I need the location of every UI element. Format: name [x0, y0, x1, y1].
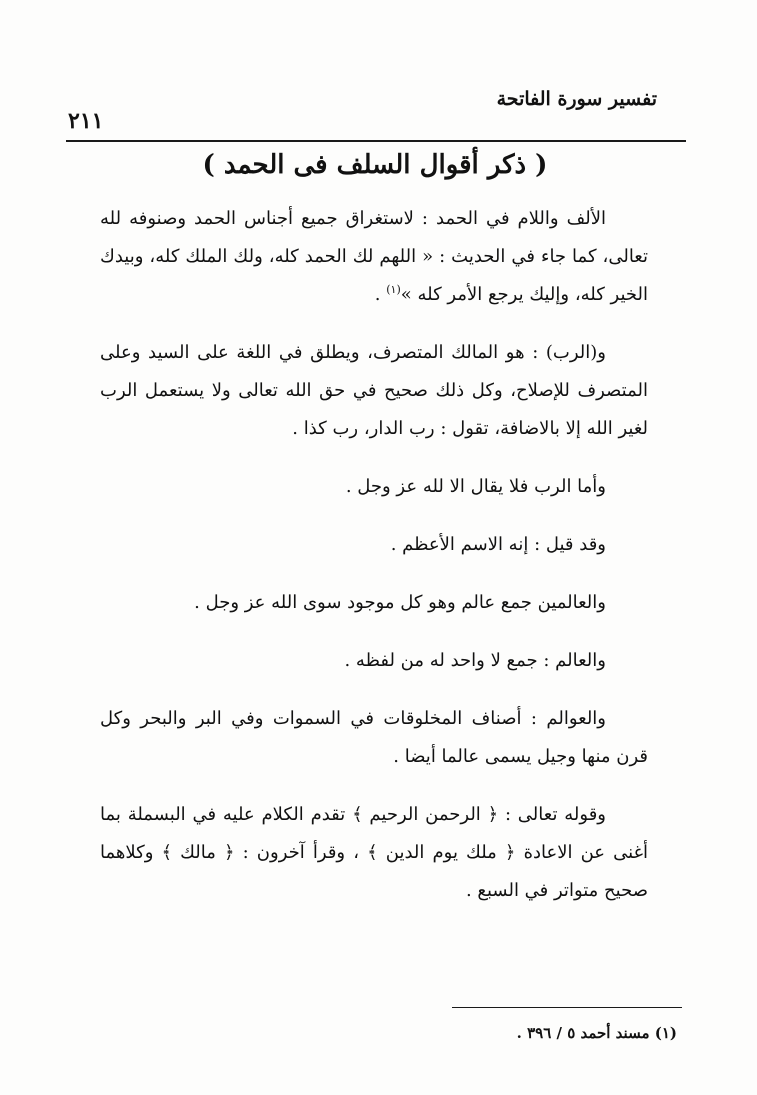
running-header: تفسير سورة الفاتحة: [496, 88, 657, 110]
paragraph-alrabb: و(الرب) : هو المالك المتصرف، ويطلق في اللغة على السيد وعلى المتصرف للإصلاح، وكل ذلك صحيح في حق الله تعالى ولا يستعمل الرب لغير الله إلا بالاضافة، تقول : رب الدار، رب كذا .: [100, 342, 648, 439]
paragraph-alamin: والعالمين جمع عالم وهو كل موجود سوى الله عز وجل .: [194, 592, 606, 613]
paragraph-alam: والعالم : جمع لا واحد له من لفظه .: [344, 650, 606, 671]
paragraph-greatest-name: وقد قيل : إنه الاسم الأعظم .: [390, 534, 606, 555]
body-text: [100, 200, 648, 930]
page-number: ٢١١: [68, 108, 104, 134]
paragraph-awalim: والعوالم : أصناف المخلوقات في السموات وفي البر والبحر وكل قرن منها وجيل يسمى عالما أيضا .: [100, 708, 648, 767]
paragraph-end: .: [374, 284, 387, 305]
footnote-divider: [452, 1007, 682, 1008]
paragraph-rahman-rahim: وقوله تعالى : ﴿ الرحمن الرحيم ﴾ تقدم الكلام عليه في البسملة بما أغنى عن الاعادة ﴿ ملك يوم الدين ﴾ ، وقرأ آخرون : ﴿ مالك ﴾ وكلاهما صحيح متواتر في السبع .: [100, 804, 648, 901]
footnote: (١) مسند أحمد ٥ / ٣٩٦ .: [516, 1024, 677, 1042]
section-title: ( ذكر أقوال السلف فى الحمد ): [202, 150, 548, 180]
paragraph-alhamd: [100, 200, 648, 314]
footnote-marker: (١): [386, 283, 401, 296]
paragraph-text: الألف واللام في الحمد : لاستغراق جميع أجناس الحمد وصنوفه لله تعالى، كما جاء في الحديث : « اللهم لك الحمد كله، ولك الملك كله، وبيدك الخير كله، وإليك يرجع الأمر كله »: [100, 208, 648, 305]
paragraph-rabb-only-allah: وأما الرب فلا يقال الا لله عز وجل .: [345, 476, 606, 497]
header-divider: [66, 140, 686, 142]
